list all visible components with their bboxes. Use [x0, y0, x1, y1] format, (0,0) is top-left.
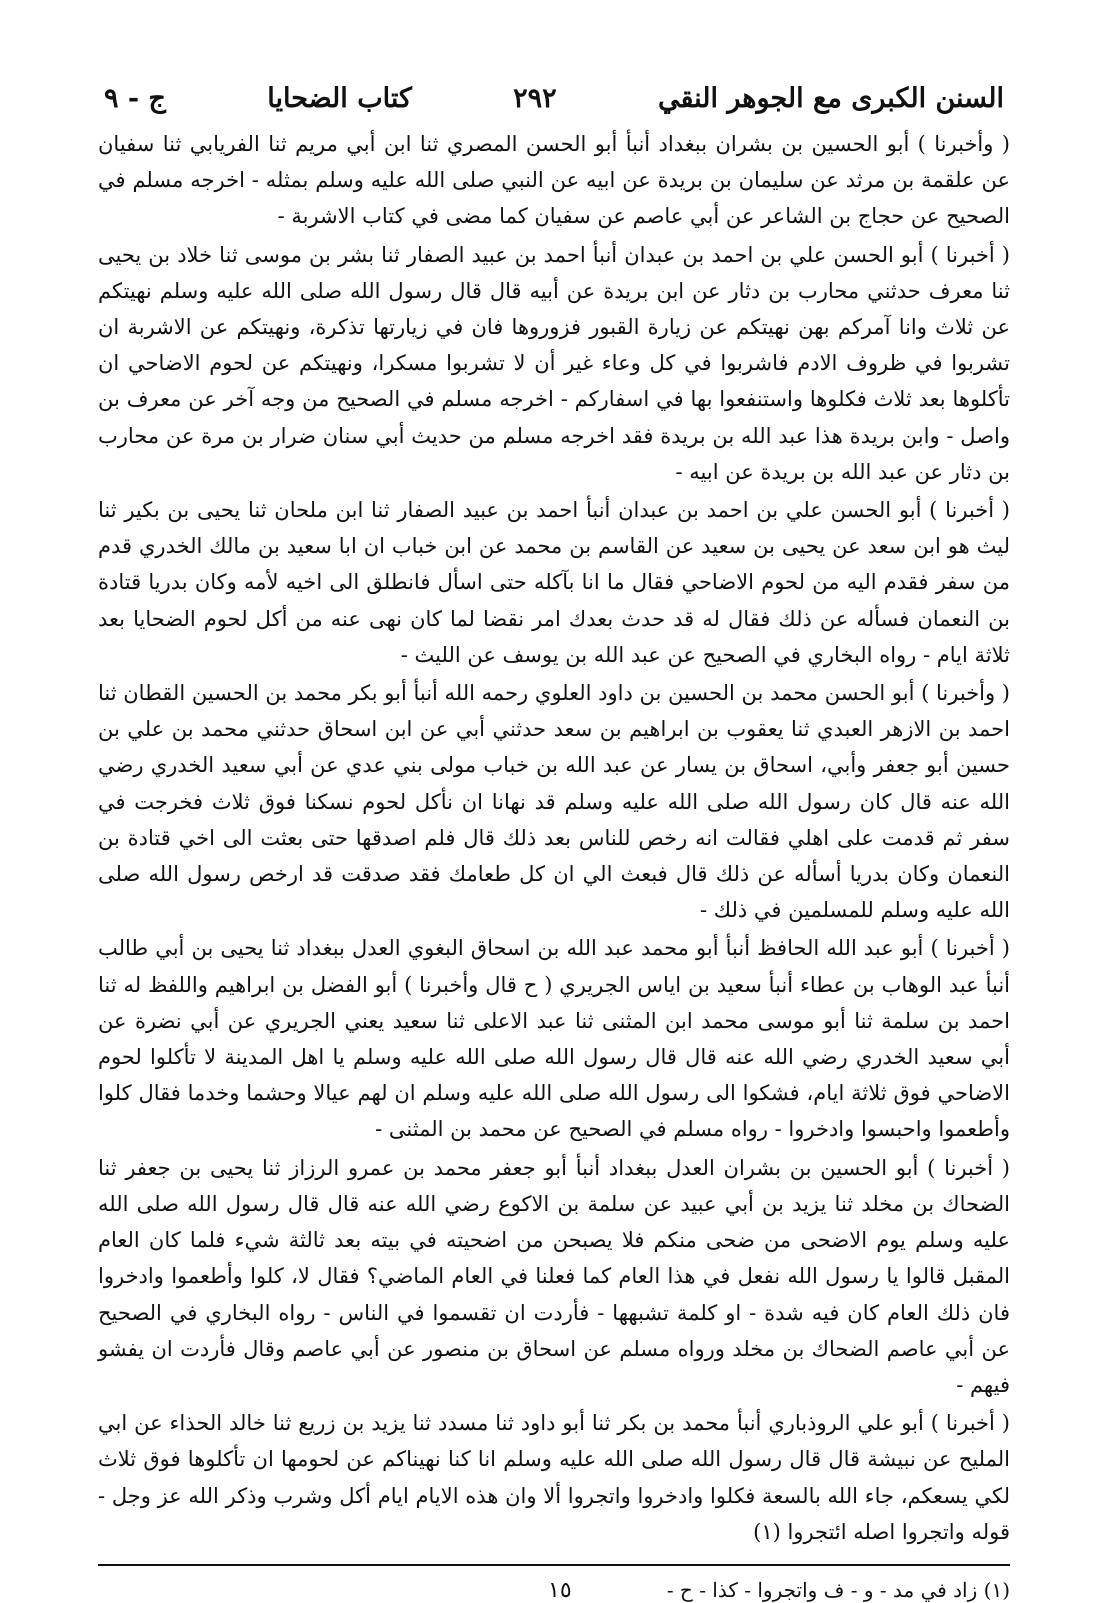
footnote-divider [98, 1564, 1010, 1566]
volume-label: ج - ٩ [104, 83, 166, 114]
hadith-paragraph-5: ( أخبرنا ) أبو عبد الله الحافظ أنبأ أبو محمد عبد الله بن اسحاق البغوي العدل ببغداد ثنا يحيى بن أبي طالب أنبأ عبد الوهاب بن عطاء أنبأ سعيد بن اياس الجريري ( ح قال وأخبرنا ) أبو الفضل بن ابراهيم واللفظ له ثنا احمد بن سلمة ثنا أبو موسى محمد ابن المثنى ثنا عبد الاعلى ثنا سعيد يعني الجريري عن أبي نضرة عن أبي سعيد الخدري رضي الله عنه قال قال رسول الله صلى الله عليه وسلم يا اهل المدينة لا تأكلوا لحوم الاضاحي فوق ثلاثة ايام، فشكوا الى رسول الله صلى الله عليه وسلم ان لهم عيالا وحشما وخدما فقال كلوا وأطعموا واحبسوا وادخروا - رواه مسلم في الصحيح عن محمد بن المثنى - [98, 936, 1010, 1142]
footnote-row [98, 1578, 1010, 1603]
hadith-paragraph-7: ( أخبرنا ) أبو علي الروذباري أنبأ محمد بن بكر ثنا أبو داود ثنا مسدد ثنا يزيد بن زريع ثنا خالد الحذاء عن ابي المليح عن نبيشة قال قال رسول الله صلى الله عليه وسلم انا كنا نهيناكم عن لحومها ان تأكلوها فوق ثلاث لكي يسعكم، جاء الله بالسعة فكلوا وادخروا واتجروا ألا وان هذه الايام ايام أكل وشرب وذكر الله عز وجل - قوله واتجروا اصله ائتجروا (١) [98, 1411, 1010, 1544]
book-title: السنن الكبرى مع الجوهر النقي [657, 83, 1004, 114]
hadith-paragraph-1: ( وأخبرنا ) أبو الحسين بن بشران ببغداد أنبأ أبو الحسن المصري ثنا ابن أبي مريم ثنا الفريابي ثنا سفيان عن علقمة بن مرثد عن سليمان بن بريدة عن ابيه عن النبي صلى الله عليه وسلم بمثله - اخرجه مسلم في الصحيح عن حجاج بن الشاعر عن أبي عاصم عن سفيان كما مضى في كتاب الاشربة - [98, 132, 1010, 229]
signature-mark: ١٥ [548, 1577, 572, 1603]
hadith-paragraph-2: ( أخبرنا ) أبو الحسن علي بن احمد بن عبدان أنبأ احمد بن عبيد الصفار ثنا بشر بن موسى ثنا خلاد بن يحيى ثنا معرف حدثني محارب بن دثار عن ابن بريدة عن أبيه قال قال رسول الله صلى الله عليه وسلم نهيتكم عن ثلاث وانا آمركم بهن نهيتكم عن زيارة القبور فزوروها فان في زيارتها تذكرة، ونهيتكم عن الاشربة ان تشربوا في ظروف الادم فاشربوا في كل وعاء غير أن لا تشربوا مسكرا، ونهيتكم عن لحوم الاضاحي ان تأكلوها بعد ثلاث فكلوها واستنفعوا بها في اسفاركم - اخرجه مسلم في الصحيح من وجه آخر عن معرف بن واصل - وابن بريدة هذا عبد الله بن بريدة فقد اخرجه مسلم من حديث أبي سنان ضرار بن مرة عن محارب بن دثار عن عبد الله بن بريدة عن ابيه - [98, 242, 1010, 484]
page-number: ٢٩٢ [513, 83, 557, 114]
page-header [104, 78, 1004, 120]
hadith-paragraph-4: ( وأخبرنا ) أبو الحسن محمد بن الحسين بن داود العلوي رحمه الله أنبأ أبو بكر محمد بن الحسين القطان ثنا احمد بن الازهر العبدي ثنا يعقوب بن ابراهيم بن سعد حدثني أبي عن ابن اسحاق حدثني محمد بن علي بن حسين أبو جعفر وأبي، اسحاق بن يسار عن عبد الله بن خباب مولى بني عدي عن أبي سعيد الخدري رضي الله عنه قال كان رسول الله صلى الله عليه وسلم قد نهانا ان نأكل لحوم نسكنا فوق ثلاث فخرجت في سفر ثم قدمت على اهلي فقالت انه رخص للناس بعد ذلك قال فلم اصدقها حتى بعثت الى اخي قتادة بن النعمان وكان بدريا أسأله عن ذلك قال فبعث الي ان كل طعامك فقد صدقت قد ارخص رسول الله صلى الله عليه وسلم للمسلمين في ذلك - [98, 681, 1010, 923]
chapter-title: كتاب الضحايا [267, 83, 412, 114]
footnote: (١) زاد في مد - و - ف واتجروا - كذا - ح - [666, 1578, 1010, 1603]
text-body [98, 126, 1010, 1550]
hadith-paragraph-3: ( أخبرنا ) أبو الحسن علي بن احمد بن عبدان أنبأ احمد بن عبيد الصفار ثنا ابن ملحان ثنا يحيى بن بكير ثنا ليث هو ابن سعد عن يحيى بن سعيد عن القاسم بن محمد عن ابن خباب ان ابا سعيد بن مالك الخدري قدم من سفر فقدم اليه من لحوم الاضاحي فقال ما انا بآكله حتى اسأل فانطلق الى اخيه لأمه وكان بدريا قتادة بن النعمان فسأله عن ذلك فقال له قد حدث بعدك امر نقضا لما كان نهى عنه من أكل لحوم الضحايا بعد ثلاثة ايام - رواه البخاري في الصحيح عن عبد الله بن يوسف عن الليث - [98, 498, 1010, 667]
hadith-paragraph-6: ( أخبرنا ) أبو الحسين بن بشران العدل ببغداد أنبأ أبو جعفر محمد بن عمرو الرزاز ثنا يحيى بن جعفر ثنا الضحاك بن مخلد ثنا يزيد بن أبي عبيد عن سلمة بن الاكوع رضي الله عنه قال قال رسول الله صلى الله عليه وسلم يوم الاضحى من ضحى منكم فلا يصبحن من اضحيته في بيته بعد ثالثة شيء فلما كان العام المقبل قالوا يا رسول الله نفعل في هذا العام كما فعلنا في العام الماضي؟ فقال لا، كلوا وأطعموا وادخروا فان ذلك العام كان فيه شدة - او كلمة تشبهها - فأردت ان تقسموا في الناس - رواه البخاري في الصحيح عن أبي عاصم الضحاك بن مخلد ورواه مسلم عن اسحاق بن منصور عن أبي عاصم وقال فأردت ان يفشو فيهم - [98, 1155, 1010, 1397]
